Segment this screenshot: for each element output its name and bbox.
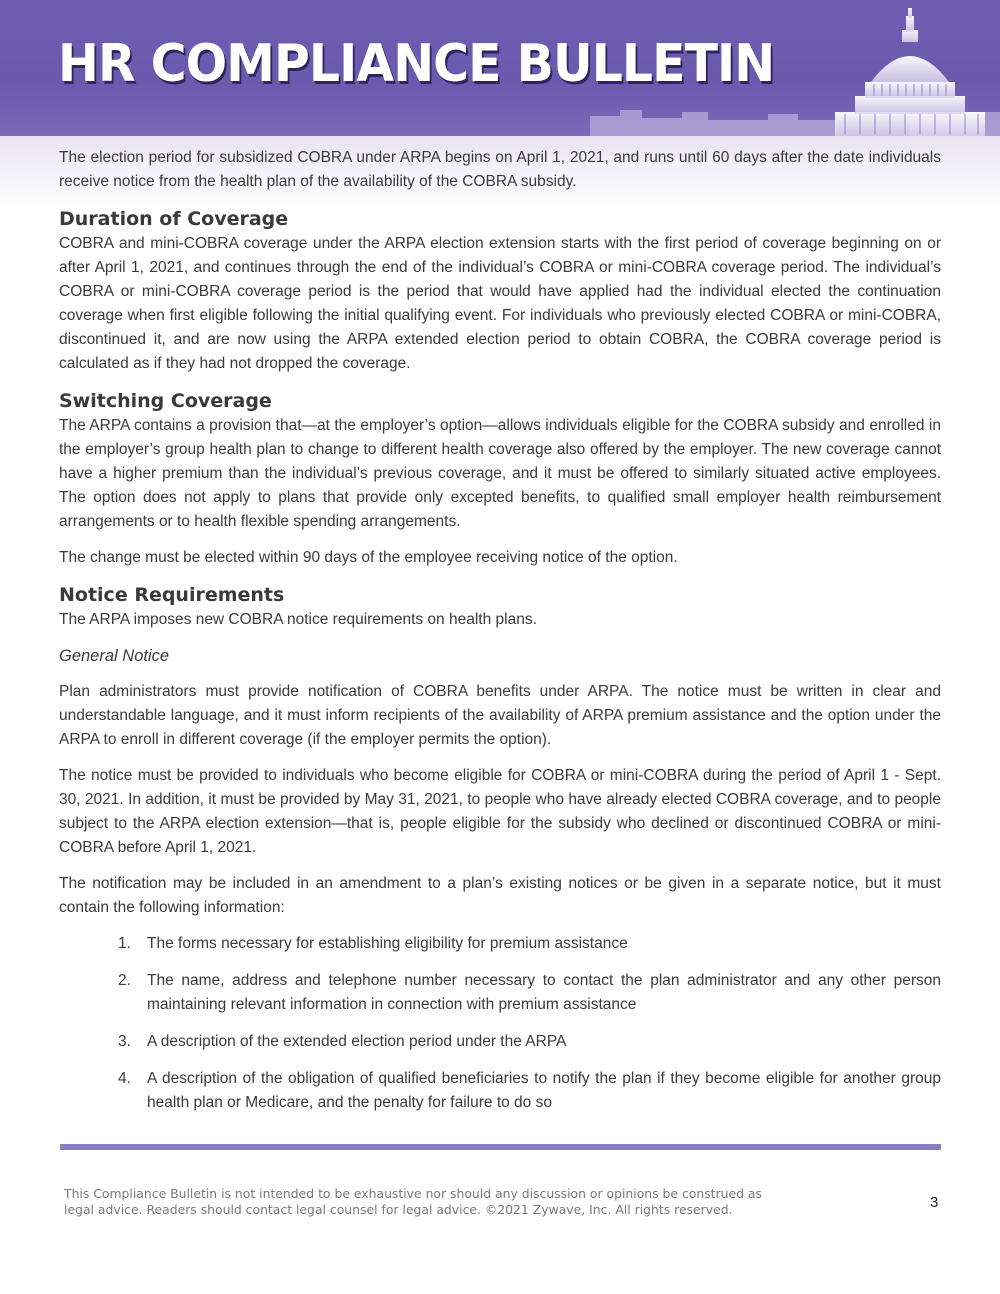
list-item-number: 1. (118, 935, 131, 952)
document-body (59, 146, 941, 1128)
switching-heading: Switching Coverage (59, 390, 272, 412)
page-number: 3 (930, 1194, 939, 1211)
footer-disclaimer (64, 1186, 844, 1218)
duration-paragraph: COBRA and mini-COBRA coverage under the ARPA election extension starts with the first period of coverage beginning on or after April 1, 2021, and continues through the end of the individual’s COBRA or mini-COBRA coverage period. The individual’s COBRA or mini-COBRA coverage period is the period that would have applied had the individual elected the continuation coverage when first eligible following the initial qualifying event. For individuals who previously elected COBRA or mini-COBRA, discontinued it, and are now using the ARPA extended election period to obtain COBRA, the COBRA coverage period is calculated as if they had not dropped the coverage. (59, 235, 941, 372)
switching-paragraph-2: The change must be elected within 90 days of the employee receiving notice of the option. (59, 549, 678, 566)
disclaimer-line-1: This Compliance Bulletin is not intended to be exhaustive nor should any discussion or opinions be construed as (64, 1186, 762, 1201)
list-item-number: 4. (118, 1070, 131, 1087)
list-item (59, 1067, 941, 1115)
duration-heading: Duration of Coverage (59, 208, 289, 230)
notice-intro: The ARPA imposes new COBRA notice requirements on health plans. (59, 611, 537, 628)
notice-paragraph-1: Plan administrators must provide notification of COBRA benefits under ARPA. The notice must be written in clear and understandable language, and it must inform recipients of the availability of ARPA premium assistance and the option under the ARPA to enroll in different coverage (if the employer permits the option). (59, 683, 941, 748)
notice-paragraph-2: The notice must be provided to individuals who become eligible for COBRA or mini-COBRA during the period of April 1 - Sept. 30, 2021. In addition, it must be provided by May 31, 2021, to people who have already elected COBRA coverage, and to people subject to the ARPA election extension—that is, people eligible for the subsidy who declined or discontinued COBRA or mini-COBRA before April 1, 2021. (59, 767, 941, 856)
list-item-text: A description of the obligation of qualified beneficiaries to notify the plan if they become eligible for another group health plan or Medicare, and the penalty for failure to do so (147, 1070, 941, 1111)
list-item (59, 1030, 941, 1054)
required-information-list (59, 932, 941, 1115)
footer-divider (60, 1144, 941, 1150)
list-item-text: The forms necessary for establishing eligibility for premium assistance (147, 935, 628, 952)
bulletin-title: HR COMPLIANCE BULLETIN (58, 34, 775, 94)
list-item (59, 969, 941, 1017)
list-item-text: The name, address and telephone number necessary to contact the plan administrator and any other person maintaining relevant information in connection with premium assistance (147, 972, 941, 1013)
notice-paragraph-3: The notification may be included in an amendment to a plan’s existing notices or be given in a separate notice, but it must contain the following information: (59, 875, 941, 916)
list-item (59, 932, 941, 956)
disclaimer-line-2: legal advice. Readers should contact legal counsel for legal advice. ©2021 Zywave, Inc. All rights reserved. (64, 1202, 733, 1217)
list-item-text: A description of the extended election period under the ARPA (147, 1033, 567, 1050)
list-item-number: 2. (118, 972, 131, 989)
intro-paragraph: The election period for subsidized COBRA under ARPA begins on April 1, 2021, and runs until 60 days after the date individuals receive notice from the health plan of the availability of the COBRA subsidy. (59, 149, 941, 190)
header-banner (0, 0, 1000, 136)
capitol-building-icon (580, 0, 1000, 136)
general-notice-subheading: General Notice (59, 647, 170, 665)
list-item-number: 3. (118, 1033, 131, 1050)
notice-heading: Notice Requirements (59, 584, 285, 606)
switching-paragraph: The ARPA contains a provision that—at the employer’s option—allows individuals eligible for the COBRA subsidy and enrolled in the employer’s group health plan to change to different health coverage also offered by the employer. The new coverage cannot have a higher premium than the individual’s previous coverage, and it must be offered to similarly situated active employees. The option does not apply to plans that provide only excepted benefits, to qualified small employer health reimbursement arrangements or to health flexible spending arrangements. (59, 417, 941, 530)
